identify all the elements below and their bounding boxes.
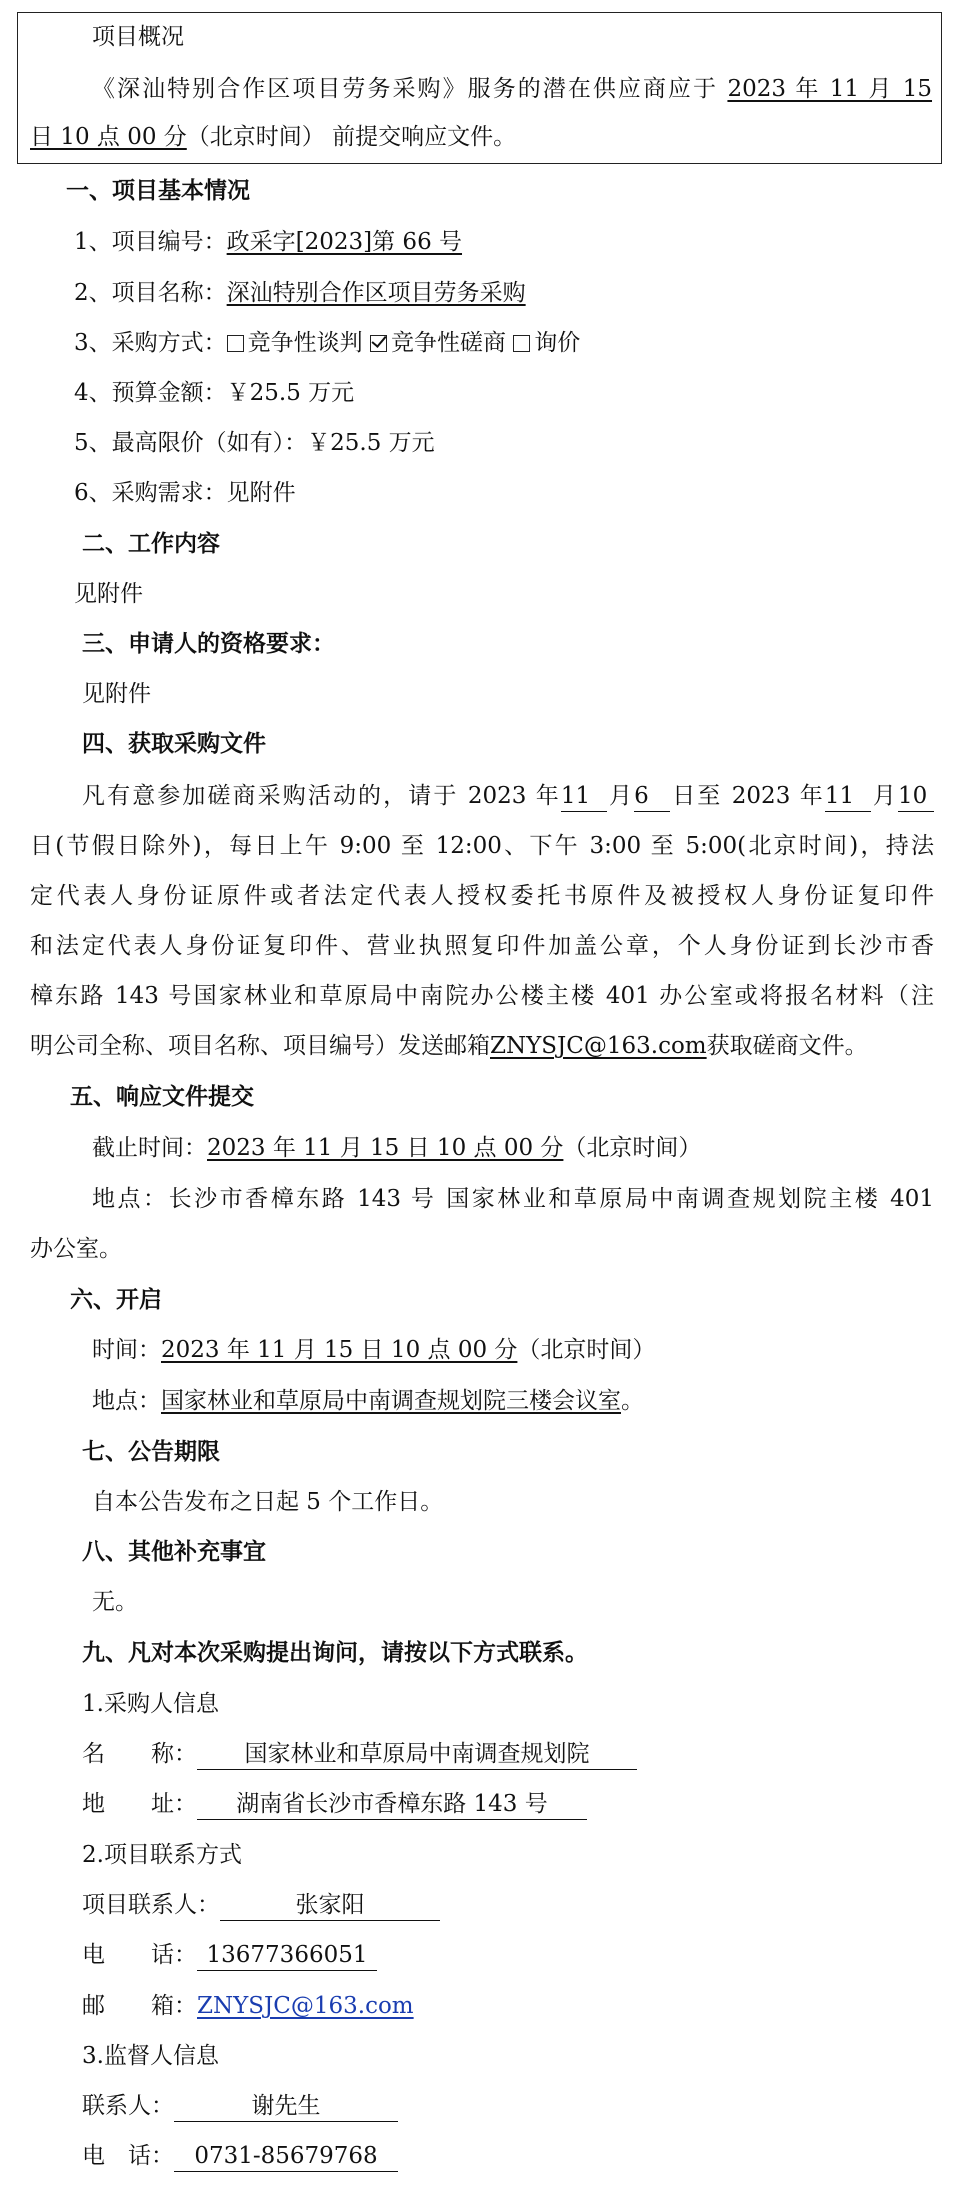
submission-deadline-value: 2023 年 11 月 15 日 10 点 00 分 (207, 1135, 564, 1161)
overview-deadline-time: 日 10 点 00 分 (30, 124, 187, 150)
section-7-body: 自本公告发布之日起 5 个工作日。 (92, 1489, 444, 1515)
max-price: 5、最高限价（如有）：￥25.5 万元 (74, 430, 435, 456)
project-number-value: 政采字[2023]第 66 号 (226, 229, 463, 255)
project-email-link[interactable]: ZNYSJC@163.com (197, 1993, 414, 2019)
project-contact: 项目联系人： 张家阳 (82, 1888, 440, 1922)
section-4-line-3: 定代表人身份证原件或者法定代表人授权委托书原件及被授权人身份证复印件 (30, 883, 934, 909)
project-name-value: 深汕特别合作区项目劳务采购 (226, 280, 526, 306)
project-number: 1、项目编号：政采字[2023]第 66 号 (74, 229, 463, 255)
section-4-line-1: 凡有意参加磋商采购活动的，请于 2023 年11 月6 日至 2023 年11 月10 (82, 779, 934, 813)
project-phone-value: 13677366051 (197, 1940, 377, 1971)
section-7-heading: 七、公告期限 (82, 1439, 220, 1465)
project-contact-value: 张家阳 (220, 1890, 440, 1921)
section-9-heading: 九、凡对本次采购提出询问，请按以下方式联系。 (82, 1640, 588, 1666)
overview-heading: 项目概况 (92, 24, 184, 50)
section-1-heading: 一、项目基本情况 (66, 178, 250, 204)
opening-location: 地点：国家林业和草原局中南调查规划院三楼会议室。 (92, 1388, 644, 1414)
project-phone: 电 话： 13677366051 (82, 1938, 377, 1972)
project-email: 邮 箱：ZNYSJC@163.com (82, 1993, 414, 2019)
supervisor-info-title: 3.监督人信息 (82, 2043, 219, 2069)
section-4-line-4: 和法定代表人身份证复印件、营业执照复印件加盖公章，个人身份证到长沙市香 (30, 933, 934, 959)
supervisor-phone: 电 话： 0731-85679768 (82, 2139, 398, 2173)
procurement-method: 3、采购方式： 竞争性谈判 竞争性磋商 询价 (74, 330, 581, 356)
overview-line-2: 日 10 点 00 分（北京时间） 前提交响应文件。 (30, 124, 517, 150)
project-contact-title: 2.项目联系方式 (82, 1842, 242, 1868)
section-4-heading: 四、获取采购文件 (82, 731, 266, 757)
checkbox-consultation-checked[interactable] (370, 335, 387, 352)
section-2-body: 见附件 (74, 581, 143, 607)
purchaser-info-title: 1.采购人信息 (82, 1691, 219, 1717)
section-6-heading: 六、开启 (70, 1287, 162, 1313)
submission-location-line-1: 地点：长沙市香樟东路 143 号 国家林业和草原局中南调查规划院主楼 401 (92, 1186, 934, 1212)
overview-line-1: 《深汕特别合作区项目劳务采购》服务的潜在供应商应于 2023 年 11 月 15 (92, 76, 933, 102)
purchaser-name-value: 国家林业和草原局中南调查规划院 (197, 1739, 637, 1770)
checkbox-inquiry[interactable] (513, 335, 530, 352)
section-4-line-5: 樟东路 143 号国家林业和草原局中南院办公楼主楼 401 办公室或将报名材料（注 (30, 983, 934, 1009)
supervisor-contact: 联系人： 谢先生 (82, 2089, 398, 2123)
section-8-body: 无。 (92, 1589, 138, 1615)
section-3-heading: 三、申请人的资格要求： (82, 631, 335, 657)
section-3-body: 见附件 (82, 681, 151, 707)
section-4-line-6: 明公司全称、项目名称、项目编号）发送邮箱ZNYSJC@163.com获取磋商文件。 (30, 1033, 868, 1059)
submission-deadline: 截止时间：2023 年 11 月 15 日 10 点 00 分（北京时间） (92, 1135, 702, 1161)
opening-time: 时间：2023 年 11 月 15 日 10 点 00 分（北京时间） (92, 1337, 656, 1363)
supervisor-phone-value: 0731-85679768 (174, 2141, 398, 2172)
purchaser-name: 名 称： 国家林业和草原局中南调查规划院 (82, 1737, 637, 1771)
overview-deadline-date: 2023 年 11 月 15 (727, 76, 933, 102)
registration-email[interactable]: ZNYSJC@163.com (490, 1033, 707, 1059)
section-4-line-2: 日(节假日除外)，每日上午 9:00 至 12:00、下午 3:00 至 5:00(北京时间)，持法 (30, 833, 934, 859)
submission-location-line-2: 办公室。 (30, 1236, 122, 1262)
section-5-heading: 五、响应文件提交 (70, 1084, 254, 1110)
purchaser-address-value: 湖南省长沙市香樟东路 143 号 (197, 1789, 587, 1820)
section-2-heading: 二、工作内容 (82, 531, 220, 557)
opening-time-value: 2023 年 11 月 15 日 10 点 00 分 (161, 1337, 518, 1363)
checkbox-negotiation[interactable] (227, 335, 244, 352)
procurement-needs: 6、采购需求：见附件 (74, 480, 296, 506)
supervisor-contact-value: 谢先生 (174, 2091, 398, 2122)
project-name: 2、项目名称：深汕特别合作区项目劳务采购 (74, 280, 526, 306)
purchaser-address: 地 址： 湖南省长沙市香樟东路 143 号 (82, 1787, 587, 1821)
section-8-heading: 八、其他补充事宜 (82, 1539, 266, 1565)
budget-amount: 4、预算金额：￥25.5 万元 (74, 380, 355, 406)
opening-location-value: 国家林业和草原局中南调查规划院三楼会议室 (161, 1388, 621, 1414)
